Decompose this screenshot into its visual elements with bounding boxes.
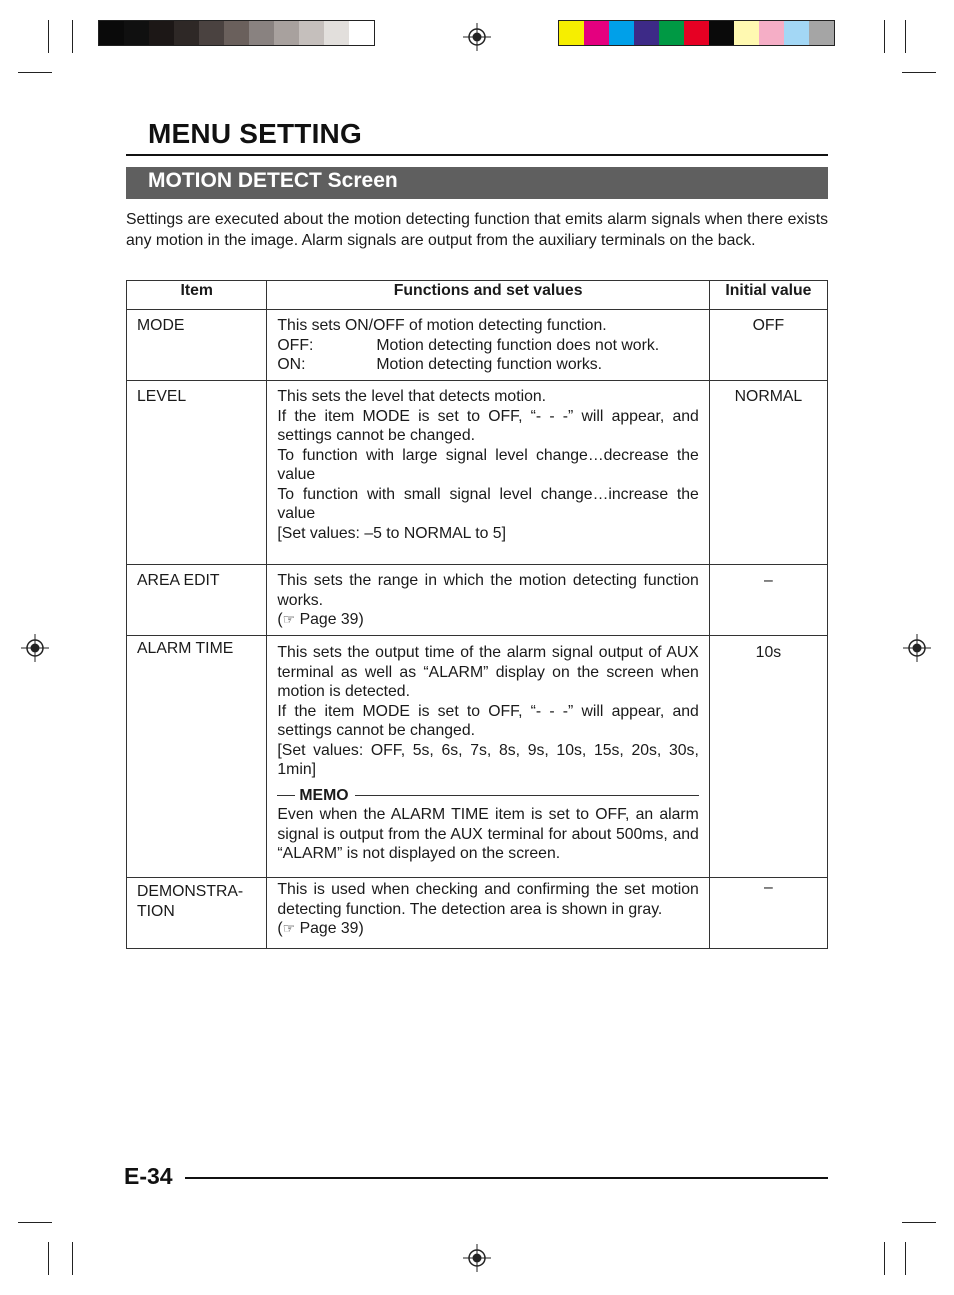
memo-rule xyxy=(355,795,699,796)
intro-paragraph: Settings are executed about the motion detecting function that emits alarm signals when there exists any motion in the image. Alarm signals are output from the auxiliary terminals on the back. xyxy=(126,211,828,249)
color-swatch xyxy=(634,21,659,45)
option-line xyxy=(277,355,698,375)
color-swatch xyxy=(584,21,609,45)
table-header-row xyxy=(127,281,828,310)
color-swatch xyxy=(734,21,759,45)
crop-mark xyxy=(18,72,52,73)
page-title: MENU SETTING xyxy=(148,118,362,149)
color-swatch xyxy=(709,21,734,45)
page-reference: (☞ Page 39) xyxy=(277,920,364,937)
description-text: This sets the level that detects motion. xyxy=(277,388,547,405)
crop-mark xyxy=(884,20,885,53)
table-row-area-edit xyxy=(127,565,828,636)
color-calibration-bar xyxy=(558,20,835,46)
crop-mark xyxy=(902,72,936,73)
crop-mark xyxy=(48,20,49,53)
section-title: MOTION DETECT Screen xyxy=(148,169,398,192)
initial-value-cell: 10s xyxy=(709,636,827,878)
color-swatch xyxy=(609,21,634,45)
functions-cell xyxy=(267,878,709,949)
option-line xyxy=(277,336,698,356)
option-value: Motion detecting function does not work. xyxy=(376,336,660,354)
option-key: OFF: xyxy=(277,336,314,354)
memo-label: MEMO xyxy=(299,786,349,804)
description-text: If the item MODE is set to OFF, “- - -” will appear, and settings cannot be changed. xyxy=(277,702,699,739)
registration-mark-icon xyxy=(21,634,49,662)
color-swatch xyxy=(124,21,149,45)
functions-cell xyxy=(267,565,709,636)
functions-cell xyxy=(267,310,709,381)
header-initial-value: Initial value xyxy=(709,281,827,310)
color-swatch xyxy=(324,21,349,45)
crop-mark xyxy=(48,1242,49,1275)
item-cell: MODE xyxy=(127,310,267,381)
initial-value-cell: – xyxy=(709,878,827,949)
item-cell: DEMONSTRA- TION xyxy=(127,878,267,949)
settings-table xyxy=(126,280,828,949)
description-text: This sets the range in which the motion detecting function works. xyxy=(277,572,699,609)
registration-mark-icon xyxy=(463,23,491,51)
header-functions: Functions and set values xyxy=(267,281,709,310)
set-values-text: [Set values: –5 to NORMAL to 5] xyxy=(277,524,506,542)
initial-value-cell: OFF xyxy=(709,310,827,381)
option-key: ON: xyxy=(277,356,306,373)
set-values-text: [Set values: OFF, 5s, 6s, 7s, 8s, 9s, 10s, 15s, 20s, 30s, 1min] xyxy=(277,741,699,778)
description-text: To function with small signal level change…increase the value xyxy=(277,485,699,522)
color-swatch xyxy=(199,21,224,45)
page-reference-text: Page 39) xyxy=(299,920,364,937)
color-swatch xyxy=(684,21,709,45)
color-swatch xyxy=(274,21,299,45)
color-swatch xyxy=(224,21,249,45)
color-swatch xyxy=(174,21,199,45)
color-swatch xyxy=(99,21,124,45)
description-text: This sets the output time of the alarm signal output of AUX terminal as well as “ALARM” display on the screen when motion is detected. xyxy=(277,644,699,700)
memo-header xyxy=(277,786,698,806)
crop-mark xyxy=(884,1242,885,1275)
title-divider xyxy=(126,154,828,156)
color-swatch xyxy=(784,21,809,45)
page-reference-text: Page 39) xyxy=(299,611,364,628)
memo-rule xyxy=(277,795,295,796)
color-swatch xyxy=(759,21,784,45)
initial-value-cell: NORMAL xyxy=(709,381,827,565)
color-swatch xyxy=(559,21,584,45)
pointing-hand-icon: ☞ xyxy=(282,611,296,627)
item-cell: ALARM TIME xyxy=(127,636,267,878)
crop-mark xyxy=(72,20,73,53)
crop-mark xyxy=(18,1222,52,1223)
crop-mark xyxy=(905,20,906,53)
color-swatch xyxy=(349,21,374,45)
table-row-demonstration xyxy=(127,878,828,949)
registration-mark-icon xyxy=(463,1244,491,1272)
table-row-alarm-time xyxy=(127,636,828,878)
crop-mark xyxy=(902,1222,936,1223)
crop-mark xyxy=(72,1242,73,1275)
initial-value-cell: – xyxy=(709,565,827,636)
crop-mark xyxy=(905,1242,906,1275)
description-text: This is used when checking and confirming the set motion detecting function. The detection area is shown in gray. xyxy=(277,881,699,918)
description-text: If the item MODE is set to OFF, “- - -” will appear, and settings cannot be changed. xyxy=(277,407,699,444)
color-swatch xyxy=(809,21,834,45)
page-number: E-34 xyxy=(124,1163,173,1189)
color-swatch xyxy=(659,21,684,45)
header-item: Item xyxy=(127,281,267,310)
description-text: This sets ON/OFF of motion detecting function. xyxy=(277,317,607,334)
functions-cell xyxy=(267,636,709,878)
option-value: Motion detecting function works. xyxy=(376,356,603,373)
pointing-hand-icon: ☞ xyxy=(282,920,296,936)
color-swatch xyxy=(299,21,324,45)
description-text: To function with large signal level change…decrease the value xyxy=(277,446,699,483)
gray-calibration-bar xyxy=(98,20,375,46)
item-cell: LEVEL xyxy=(127,381,267,565)
section-header xyxy=(126,167,828,199)
color-swatch xyxy=(249,21,274,45)
color-swatch xyxy=(149,21,174,45)
table-row-mode xyxy=(127,310,828,381)
memo-text: Even when the ALARM TIME item is set to OFF, an alarm signal is output from the AUX terminal for about 500ms, and “ALARM” is not displayed on the screen. xyxy=(277,806,699,862)
footer-divider xyxy=(185,1177,828,1179)
functions-cell xyxy=(267,381,709,565)
registration-mark-icon xyxy=(903,634,931,662)
page-reference: (☞ Page 39) xyxy=(277,611,364,628)
table-row-level xyxy=(127,381,828,565)
item-cell: AREA EDIT xyxy=(127,565,267,636)
